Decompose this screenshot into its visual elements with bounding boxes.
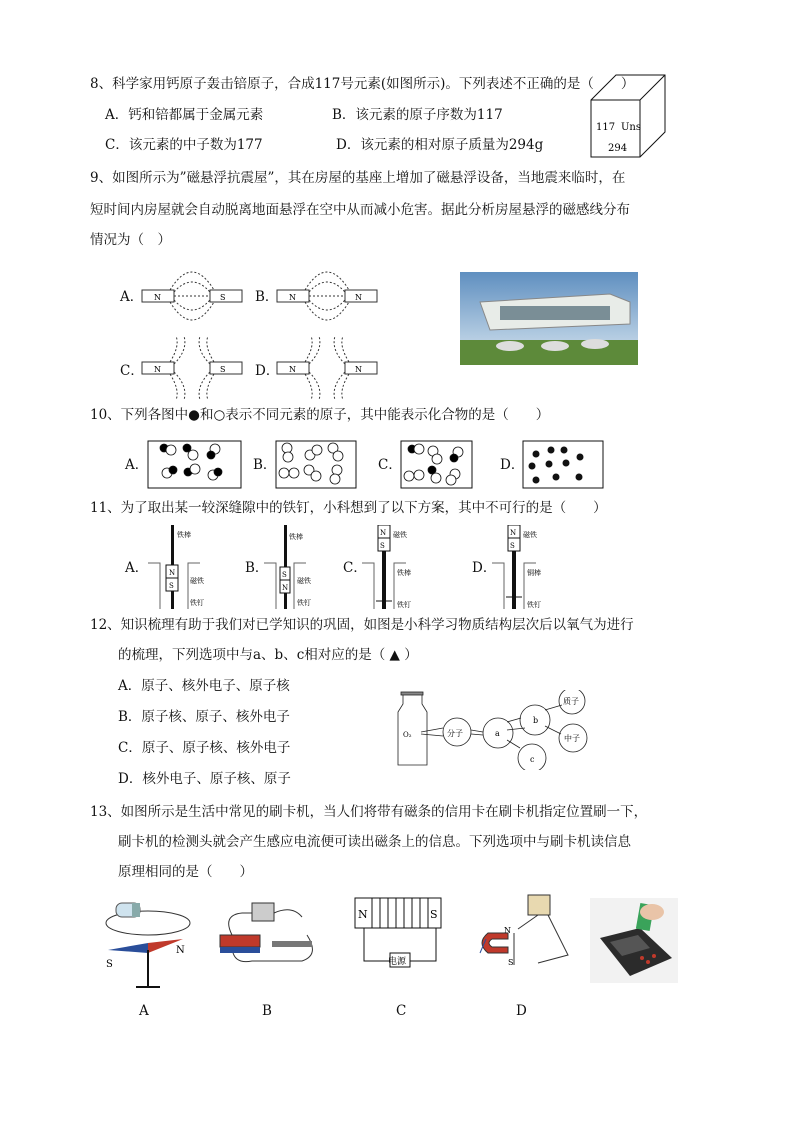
svg-text:S: S	[220, 365, 226, 374]
q9-line2: 短时间内房屋就会自动脱离地面悬浮在空中从而减小危害。据此分析房屋悬浮的磁感线分布	[90, 202, 630, 218]
svg-text:N: N	[358, 908, 368, 921]
rod-diagram-d	[492, 525, 582, 610]
q11-label-d: D．	[472, 560, 497, 576]
q11-stem: 11、为了取出某一较深缝隙中的铁钉，小科想到了以下方案，其中不可行的是（ ）	[90, 500, 607, 516]
svg-text:铁钉: 铁钉	[527, 601, 541, 609]
field-diagram-b	[275, 262, 380, 332]
field-diagram-d	[275, 336, 380, 401]
q10-label-a: A．	[125, 457, 149, 473]
svg-text:磁铁: 磁铁	[393, 531, 407, 539]
q10-label-d: D．	[500, 457, 525, 473]
q8-option-c: C．该元素的中子数为177	[105, 137, 263, 153]
q13-line3: 原理相同的是（ ）	[118, 864, 253, 880]
svg-text:电源: 电源	[388, 957, 407, 967]
figure-a-oersted	[98, 895, 193, 995]
svg-text:N: N	[289, 293, 296, 302]
svg-text:铁棒: 铁棒	[177, 531, 191, 539]
svg-text:N: N	[282, 584, 289, 592]
svg-text:铁棒: 铁棒	[397, 569, 411, 577]
maglev-house-photo	[460, 272, 638, 365]
svg-text:铁棒: 铁棒	[289, 533, 303, 541]
svg-text:N: N	[169, 569, 176, 577]
q13-line2: 刷卡机的检测头就会产生感应电流便可读出磁条上的信息。下列选项中与刷卡机读信息	[118, 834, 631, 850]
particle-box-b	[275, 440, 359, 490]
q12-option-b: B．原子核、原子、核外电子	[118, 709, 290, 725]
q9-line1: 9、如图所示为”磁悬浮抗震屋”，其在房屋的基座上增加了磁悬浮设备，当地震来临时，在	[90, 170, 626, 186]
q12-line2: 的梳理，下列选项中与a、b、c相对应的是（ ▲ ）	[118, 647, 418, 663]
q9-line3: 情况为（ ）	[90, 232, 171, 248]
svg-text:294: 294	[608, 143, 628, 154]
q13-line1: 13、如图所示是生活中常见的刷卡机，当人们将带有磁条的信用卡在刷卡机指定位置刷一下，	[90, 804, 648, 820]
svg-text:N: N	[355, 365, 362, 374]
particle-box-a	[147, 440, 243, 490]
svg-text:铜棒: 铜棒	[527, 569, 541, 577]
q11-label-b: B．	[245, 560, 269, 576]
svg-text:N: N	[504, 926, 511, 935]
svg-text:N: N	[154, 293, 161, 302]
svg-text:铁钉: 铁钉	[397, 601, 411, 609]
q9-label-c: C．	[120, 363, 144, 379]
svg-text:Uns: Uns	[621, 122, 641, 133]
svg-text:S: S	[220, 293, 226, 302]
svg-text:N: N	[510, 529, 517, 537]
svg-text:磁铁: 磁铁	[523, 531, 537, 539]
svg-text:S: S	[430, 908, 438, 921]
particle-box-d	[522, 440, 606, 490]
svg-text:质子: 质子	[563, 697, 579, 706]
svg-text:b: b	[533, 716, 539, 725]
svg-text:中子: 中子	[564, 734, 580, 743]
svg-text:S: S	[380, 542, 385, 550]
q9-label-a: A．	[120, 289, 144, 305]
svg-text:N: N	[355, 293, 362, 302]
svg-text:磁铁: 磁铁	[190, 577, 204, 585]
field-diagram-a	[140, 262, 245, 332]
q10-label-c: C．	[378, 457, 402, 473]
rod-diagram-c	[362, 525, 452, 610]
svg-text:S: S	[106, 959, 113, 970]
field-diagram-c	[140, 336, 245, 401]
q12-line1: 12、知识梳理有助于我们对已学知识的巩固，如图是小科学习物质结构层次后以氧气为进行	[90, 617, 634, 633]
svg-text:117: 117	[596, 122, 616, 133]
q10-label-b: B．	[253, 457, 277, 473]
svg-text:铁钉: 铁钉	[297, 599, 311, 607]
svg-text:磁铁: 磁铁	[297, 577, 311, 585]
figure-b-circuit	[212, 895, 322, 970]
svg-text:S: S	[169, 582, 174, 590]
q11-label-c: C．	[343, 560, 367, 576]
particle-box-c	[400, 440, 475, 490]
figure-label-c: C	[396, 1003, 407, 1019]
rod-diagram-b	[260, 525, 350, 610]
figure-label-b: B	[262, 1003, 272, 1019]
figure-c-solenoid	[352, 893, 447, 971]
svg-text:分子: 分子	[447, 729, 463, 738]
svg-text:S: S	[282, 571, 287, 579]
q8-stem: 8、科学家用钙原子轰击锫原子，合成117号元素(如图所示)。下列表述不正确的是（ ）	[90, 76, 635, 92]
q9-label-b: B．	[255, 289, 279, 305]
svg-text:铁钉: 铁钉	[190, 599, 204, 607]
svg-text:N: N	[154, 365, 161, 374]
element-cube	[588, 72, 668, 162]
q9-label-d: D．	[255, 363, 280, 379]
svg-text:N: N	[289, 365, 296, 374]
q12-option-a: A．原子、核外电子、原子核	[118, 678, 290, 694]
q12-option-c: C．原子、原子核、核外电子	[118, 740, 291, 756]
figure-d-induction	[478, 893, 578, 973]
svg-text:S: S	[510, 542, 515, 550]
svg-text:a: a	[495, 729, 500, 738]
figure-label-a: A	[139, 1003, 149, 1019]
q10-stem: 10、下列各图中●和○表示不同元素的原子，其中能表示化合物的是（ ）	[90, 407, 550, 423]
svg-text:N: N	[176, 945, 185, 956]
svg-text:S: S	[508, 958, 514, 967]
figure-card-reader-photo	[590, 898, 678, 983]
svg-text:N: N	[380, 529, 387, 537]
q12-option-d: D．核外电子、原子核、原子	[118, 771, 291, 787]
structure-diagram	[395, 690, 605, 770]
figure-label-d: D	[516, 1003, 527, 1019]
rod-diagram-a	[140, 525, 230, 610]
q11-label-a: A．	[125, 560, 149, 576]
svg-text:c: c	[530, 755, 535, 764]
svg-text:O₂: O₂	[403, 731, 412, 739]
q8-option-d: D．该元素的相对原子质量为294g	[336, 137, 544, 153]
q8-option-b: B．该元素的原子序数为117	[332, 107, 503, 123]
q8-option-a: A．钙和锫都属于金属元素	[105, 107, 264, 123]
